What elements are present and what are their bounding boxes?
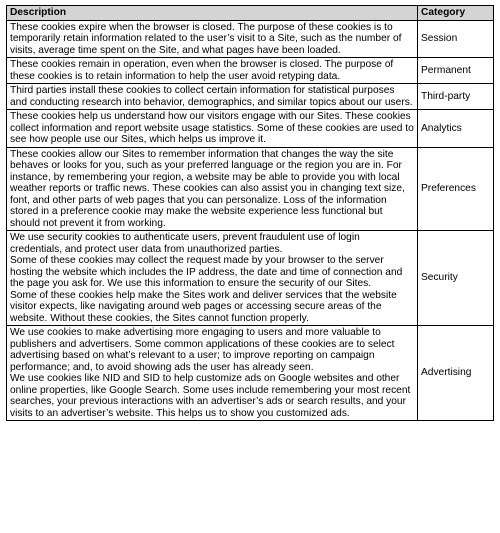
- table-row: [7, 84, 494, 110]
- description-paragraph: These cookies help us understand how our visitors engage with our Sites. These cookies collect information and report website usage statistics. Some of these cookies are used to see how people use our Sites, which helps us improve it.: [10, 111, 414, 145]
- description-cell: [7, 231, 418, 326]
- description-paragraph: These cookies remain in operation, even when the browser is closed. The purpose of these cookies is to retain information to help the user avoid retyping data.: [10, 59, 394, 82]
- table-header-row: [7, 6, 494, 21]
- description-cell: [7, 20, 418, 58]
- description-cell: [7, 110, 418, 148]
- description-paragraph: Some of these cookies help make the Sites work and deliver services that the website visitor expects, like navigating around web pages or accessing secure areas of the website. Without these cookies, the Sites cannot function properly.: [10, 289, 397, 324]
- description-cell: [7, 84, 418, 110]
- description-cell: [7, 147, 418, 231]
- table-row: [7, 110, 494, 148]
- description-paragraph: We use security cookies to authenticate users, prevent fraudulent use of login credentials, and protect user data from unauthorized parties.: [10, 232, 360, 255]
- description-cell: [7, 326, 418, 421]
- table-row: [7, 147, 494, 231]
- description-column-header: Description: [7, 6, 418, 21]
- category-cell: Permanent: [418, 58, 494, 84]
- description-paragraph: These cookies allow our Sites to remember information that changes the way the site behaves or looks for you, such as your preferred language or the region you are in. For instance, by remembering your region, a website may be able to provide you with local weather reports or traffic news. These cookies can also assist you in changing text size, font, and other parts of web pages that you can personalize. Loss of the information stored in a preference cookie may make the website experience less functional but should not prevent it from working.: [10, 148, 405, 229]
- description-cell: [7, 58, 418, 84]
- description-paragraph: Third parties install these cookies to collect certain information for statistical purposes and conducting research into behavior, demographics, and similar topics about our users.: [10, 85, 413, 108]
- table-row: [7, 20, 494, 58]
- description-paragraph: These cookies expire when the browser is closed. The purpose of these cookies is to temporarily retain information related to the user’s visit to a Site, such as the number of visits, average time spent on the Site, and what pages have been loaded.: [10, 21, 402, 56]
- category-cell: Security: [418, 231, 494, 326]
- cookie-categories-table: [6, 5, 494, 421]
- description-paragraph: Some of these cookies may collect the request made by your browser to the server hosting the website which includes the IP address, the date and time of connection and the page you ask for. We use this information to ensure the security of our Sites.: [10, 255, 403, 289]
- table-row: [7, 231, 494, 326]
- table-row: [7, 326, 494, 421]
- category-cell: Analytics: [418, 110, 494, 148]
- category-cell: Session: [418, 20, 494, 58]
- description-paragraph: We use cookies like NID and SID to help customize ads on Google websites and other online properties, like Google Search. Some uses include remembering your most recent searches, your previous interactions with an advertiser’s ads or search results, and your visits to an advertiser’s website. This helps us to show you customized ads.: [10, 373, 411, 419]
- table-row: [7, 58, 494, 84]
- category-cell: Advertising: [418, 326, 494, 421]
- category-cell: Third-party: [418, 84, 494, 110]
- category-column-header: Category: [418, 6, 494, 21]
- category-cell: Preferences: [418, 147, 494, 231]
- description-paragraph: We use cookies to make advertising more engaging to users and more valuable to publishers and advertisers. Some common applications of these cookies are to select advertising based on what’s relevant to a user; to improve reporting on campaign performance; and, to avoid showing ads the user has already seen.: [10, 327, 395, 373]
